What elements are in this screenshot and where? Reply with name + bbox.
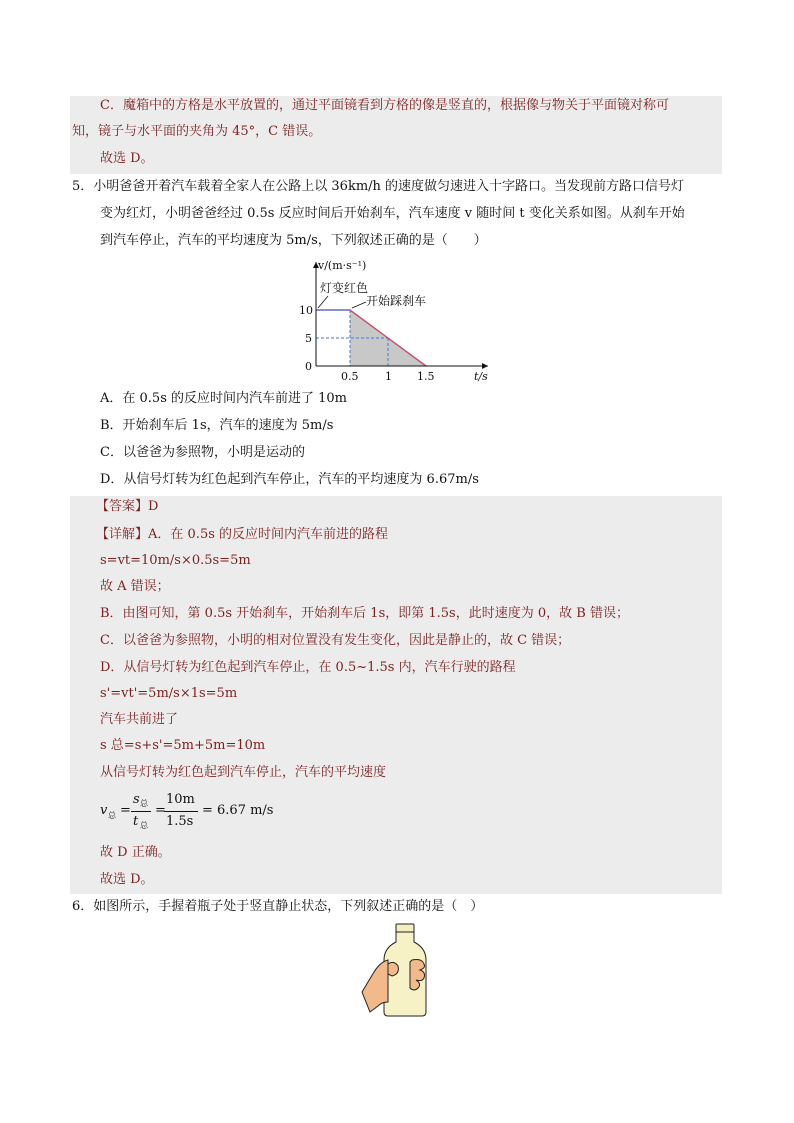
formula-den2: 1.5s bbox=[166, 814, 194, 829]
bottle-cap bbox=[396, 924, 414, 932]
formula-num2: 10m bbox=[166, 792, 195, 807]
x-axis-label: t/s bbox=[474, 370, 488, 383]
q6-stem: 6．如图所示，手握着瓶子处于竖直静止状态，下列叙述正确的是（ ） bbox=[72, 899, 484, 914]
x-tick-0.5: 0.5 bbox=[341, 370, 359, 383]
q5-detail-line10: 从信号灯转为红色起到汽车停止，汽车的平均速度 bbox=[100, 765, 387, 780]
q5-detail-line4: B．由图可知，第 0.5s 开始刹车，开始刹车后 1s，即第 1.5s，此时速度为 0，故 B 错误； bbox=[100, 606, 629, 621]
q5-detail-line5: C．以爸爸为参照物，小明的相对位置没有发生变化，因此是静止的，故 C 错误； bbox=[100, 633, 571, 648]
q5-option-d: D．从信号灯转为红色起到汽车停止，汽车的平均速度为 6.67m/s bbox=[100, 472, 479, 487]
q5-detail-line11: 故 D 正确。 bbox=[100, 845, 171, 860]
formula-num-sub: 总 bbox=[140, 799, 148, 808]
average-speed-formula bbox=[100, 790, 320, 834]
q5-stem-line2: 变为红灯，小明爸爸经过 0.5s 反应时间后开始刹车，汽车速度 v 随时间 t 变化关系如图。从刹车开始 bbox=[100, 206, 685, 221]
formula-v: v bbox=[100, 803, 108, 818]
vt-chart bbox=[296, 256, 496, 386]
q5-detail-line8: 汽车共前进了 bbox=[100, 712, 179, 727]
formula-eq1: = bbox=[120, 803, 131, 818]
formula-den-sub: 总 bbox=[140, 821, 148, 830]
formula-fraction-bar-1 bbox=[131, 811, 151, 812]
formula-result: = 6.67 m/s bbox=[202, 803, 274, 818]
prev-solution-line1: C．魔箱中的方格是水平放置的，通过平面镜看到方格的像是竖直的，根据像与物关于平面镜对称可 bbox=[100, 98, 669, 113]
q5-detail-line9: s 总=s+s'=5m+5m=10m bbox=[100, 738, 266, 753]
q5-detail-line6: D．从信号灯转为红色起到汽车停止，在 0.5~1.5s 内，汽车行驶的路程 bbox=[100, 660, 516, 675]
q5-stem-line1: 5．小明爸爸开着汽车载着全家人在公路上以 36km/h 的速度做匀速进入十字路口。当发现前方路口信号灯 bbox=[72, 179, 685, 194]
annotation-light-red: 灯变红色 bbox=[320, 281, 369, 295]
q5-option-b: B．开始刹车后 1s，汽车的速度为 5m/s bbox=[100, 418, 334, 433]
q5-detail-line12: 故选 D。 bbox=[100, 872, 154, 887]
q5-answer: 【答案】D bbox=[96, 499, 159, 514]
q5-detail-line2: s=vt=10m/s×0.5s=5m bbox=[100, 553, 251, 568]
y-tick-0: 0 bbox=[305, 360, 312, 373]
q5-detail-line3: 故 A 错误； bbox=[100, 579, 170, 594]
annotation-leader-brake bbox=[352, 302, 366, 308]
formula-v-sub: 总 bbox=[108, 811, 116, 820]
detail-tag: 【详解】 bbox=[96, 527, 149, 542]
q5-option-c: C．以爸爸为参照物，小明是运动的 bbox=[100, 445, 305, 460]
annotation-start-brake: 开始踩刹车 bbox=[366, 294, 427, 308]
q5-detail-line1 bbox=[96, 526, 388, 544]
detail-text: A．在 0.5s 的反应时间内汽车前进的路程 bbox=[148, 527, 389, 542]
prev-solution-line2: 知，镜子与水平面的夹角为 45°，C 错误。 bbox=[72, 124, 322, 139]
x-tick-1: 1 bbox=[385, 370, 392, 383]
hand-holding-bottle-image bbox=[356, 922, 436, 1018]
formula-den: t bbox=[133, 814, 139, 829]
x-tick-1.5: 1.5 bbox=[417, 370, 435, 383]
formula-fraction-bar-2 bbox=[164, 811, 198, 812]
y-axis-label: v/(m·s⁻¹) bbox=[318, 259, 367, 272]
y-tick-5: 5 bbox=[305, 332, 312, 345]
annotation-leader-red bbox=[318, 296, 328, 308]
q5-detail-line7: s'=vt'=5m/s×1s=5m bbox=[100, 686, 238, 701]
q5-stem-line3: 到汽车停止，汽车的平均速度为 5m/s，下列叙述正确的是（ ） bbox=[100, 233, 487, 248]
thumb bbox=[388, 962, 398, 976]
formula-eq2: = bbox=[155, 803, 166, 818]
prev-solution-conclusion: 故选 D。 bbox=[100, 151, 154, 166]
y-tick-10: 10 bbox=[299, 304, 313, 317]
formula-num: s bbox=[133, 792, 140, 807]
q5-option-a: A．在 0.5s 的反应时间内汽车前进了 10m bbox=[100, 391, 348, 406]
